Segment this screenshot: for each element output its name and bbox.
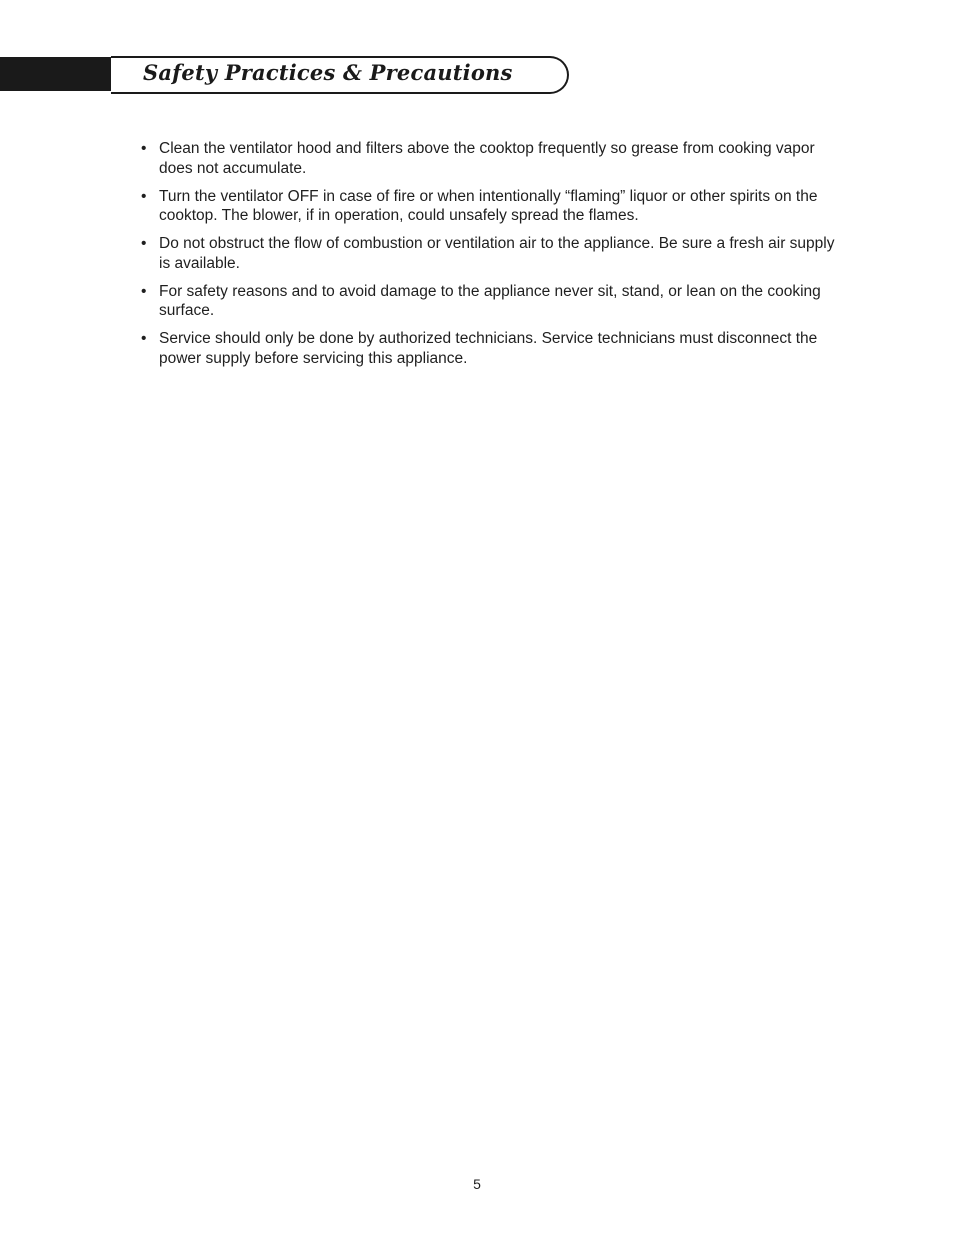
bullet-marker: • (141, 187, 147, 205)
list-item (140, 187, 845, 226)
page-number: 5 (473, 1176, 481, 1192)
list-item-text: Service should only be done by authorized technicians. Service technicians must disconnect the power supply before servicing this appliance. (159, 330, 818, 367)
header-black-bar (0, 57, 112, 91)
list-item (140, 234, 845, 273)
bullet-marker: • (141, 140, 147, 157)
bullet-marker: • (141, 235, 147, 252)
list-item (140, 329, 845, 368)
bullet-marker: • (141, 282, 147, 300)
list-item-text: Turn the ventilator OFF in case of fire or when intentionally “flaming” liquor or other spirits on the cooktop. The blower, if in operation, could unsafely spread the flames. (159, 187, 818, 224)
bullet-marker: • (141, 330, 147, 347)
page-title: Safety Practices & Precautions (143, 60, 513, 85)
list-item-text: Do not obstruct the flow of combustion or ventilation air to the appliance. Be sure a fresh air supply is available. (159, 235, 835, 272)
list-item-text: Clean the ventilator hood and filters above the cooktop frequently so grease from cooking vapor does not accumulate. (159, 140, 815, 177)
list-item (140, 139, 845, 178)
list-item-text: For safety reasons and to avoid damage to the appliance never sit, stand, or lean on the cooking surface. (159, 282, 821, 319)
safety-bullet-list (140, 139, 845, 377)
list-item (140, 282, 845, 321)
